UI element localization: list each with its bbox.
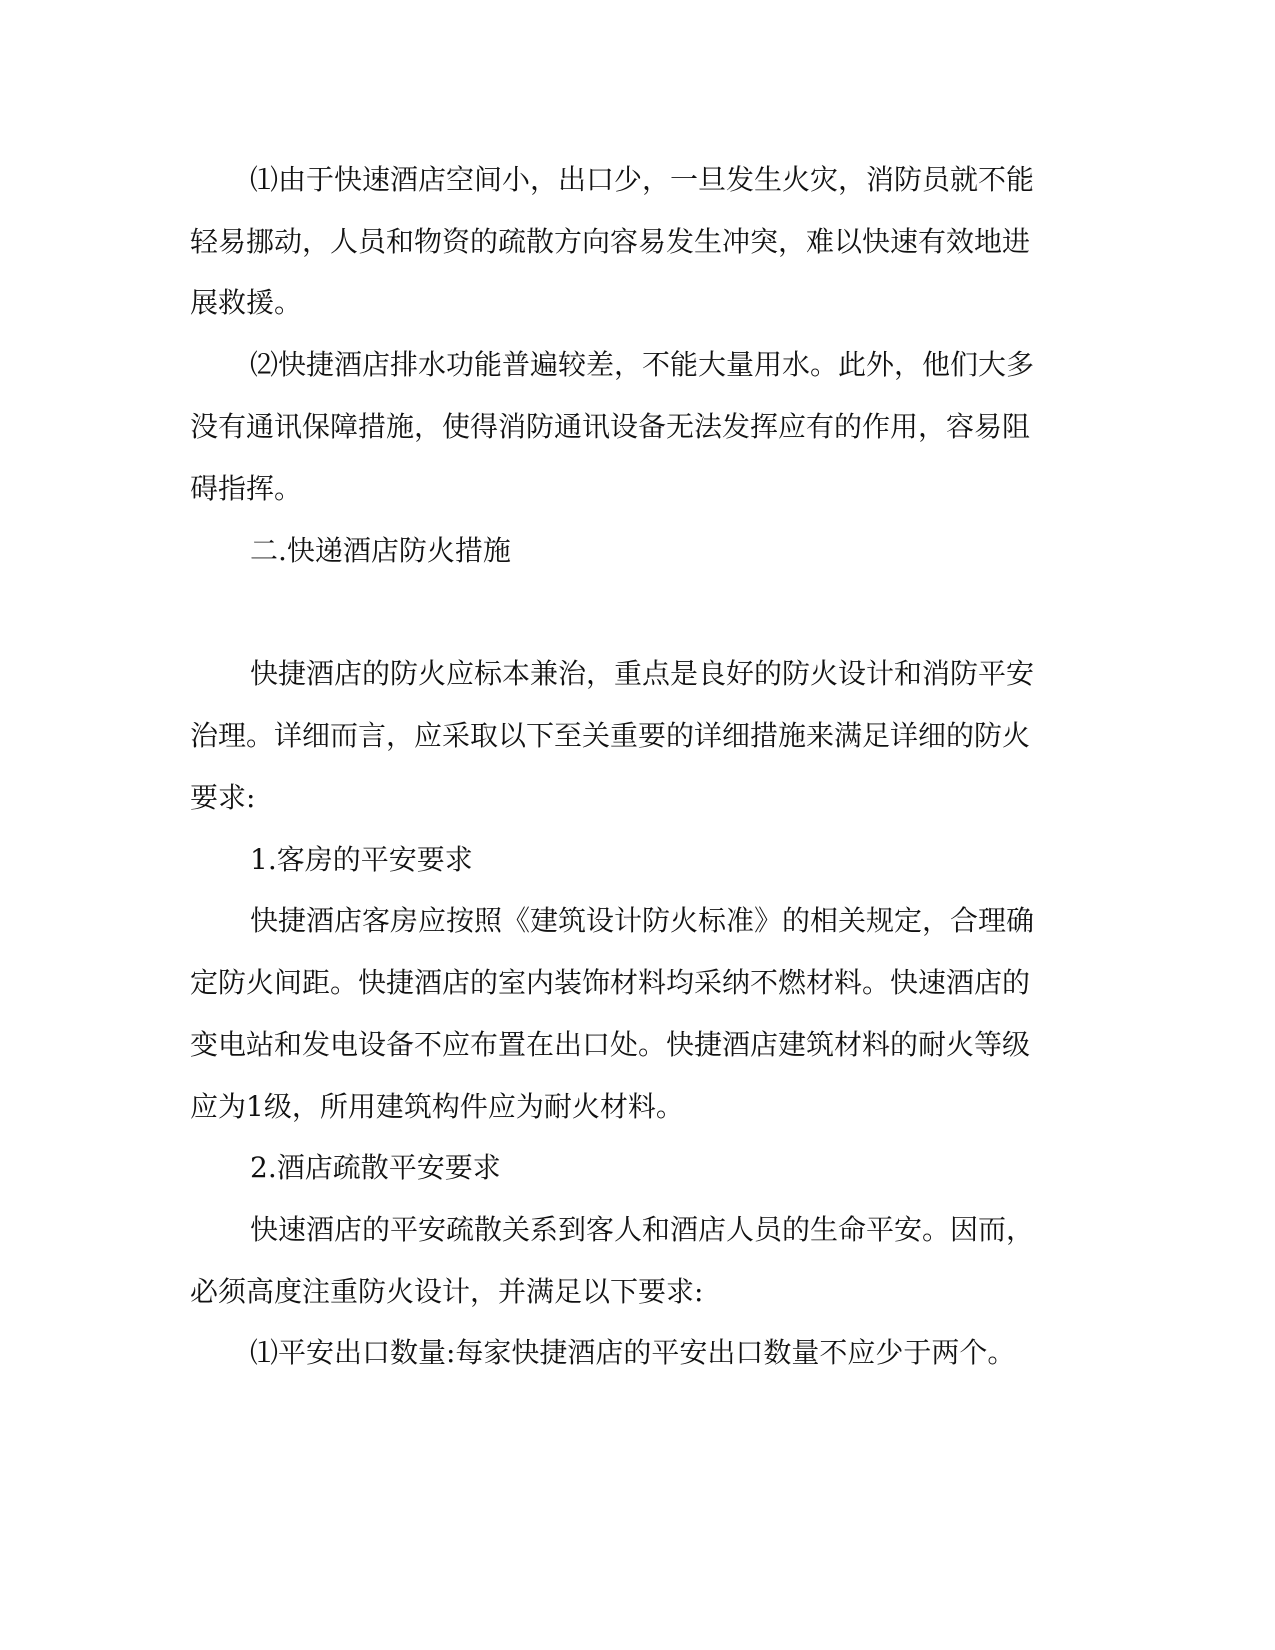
paragraph-line: 轻易挪动，人员和物资的疏散方向容易发生冲突，难以快速有效地进 [190,225,1031,258]
subsection-heading: 2.酒店疏散平安要求 [250,1151,501,1184]
paragraph-line: 快捷酒店客房应按照《建筑设计防火标准》的相关规定，合理确 [250,904,1035,937]
paragraph-line: ⑴平安出口数量:每家快捷酒店的平安出口数量不应少于两个。 [250,1336,1016,1369]
paragraph-line: 没有通讯保障措施，使得消防通讯设备无法发挥应有的作用，容易阻 [190,410,1031,443]
paragraph-line: 碍指挥。 [190,472,303,505]
section-heading: 二.快递酒店防火措施 [250,534,511,567]
paragraph-line: 快速酒店的平安疏散关系到客人和酒店人员的生命平安。因而， [250,1213,1035,1246]
paragraph-line: ⑴由于快速酒店空间小，出口少，一旦发生火灾，消防员就不能 [250,163,1035,196]
paragraph-line: 定防火间距。快捷酒店的室内装饰材料均采纳不燃材料。快速酒店的 [190,966,1031,999]
paragraph-line: 变电站和发电设备不应布置在出口处。快捷酒店建筑材料的耐火等级 [190,1028,1031,1061]
paragraph-line: 展救援。 [190,286,303,319]
paragraph-line: ⑵快捷酒店排水功能普遍较差，不能大量用水。此外，他们大多 [250,348,1035,381]
paragraph-line: 治理。详细而言，应采取以下至关重要的详细措施来满足详细的防火 [190,719,1031,752]
paragraph-line: 应为1级，所用建筑构件应为耐火材料。 [190,1090,684,1123]
paragraph-line: 快捷酒店的防火应标本兼治，重点是良好的防火设计和消防平安 [250,657,1035,690]
subsection-heading: 1.客房的平安要求 [250,843,473,876]
paragraph-line: 要求: [190,781,256,814]
paragraph-line: 必须高度注重防火设计，并满足以下要求: [190,1275,704,1308]
